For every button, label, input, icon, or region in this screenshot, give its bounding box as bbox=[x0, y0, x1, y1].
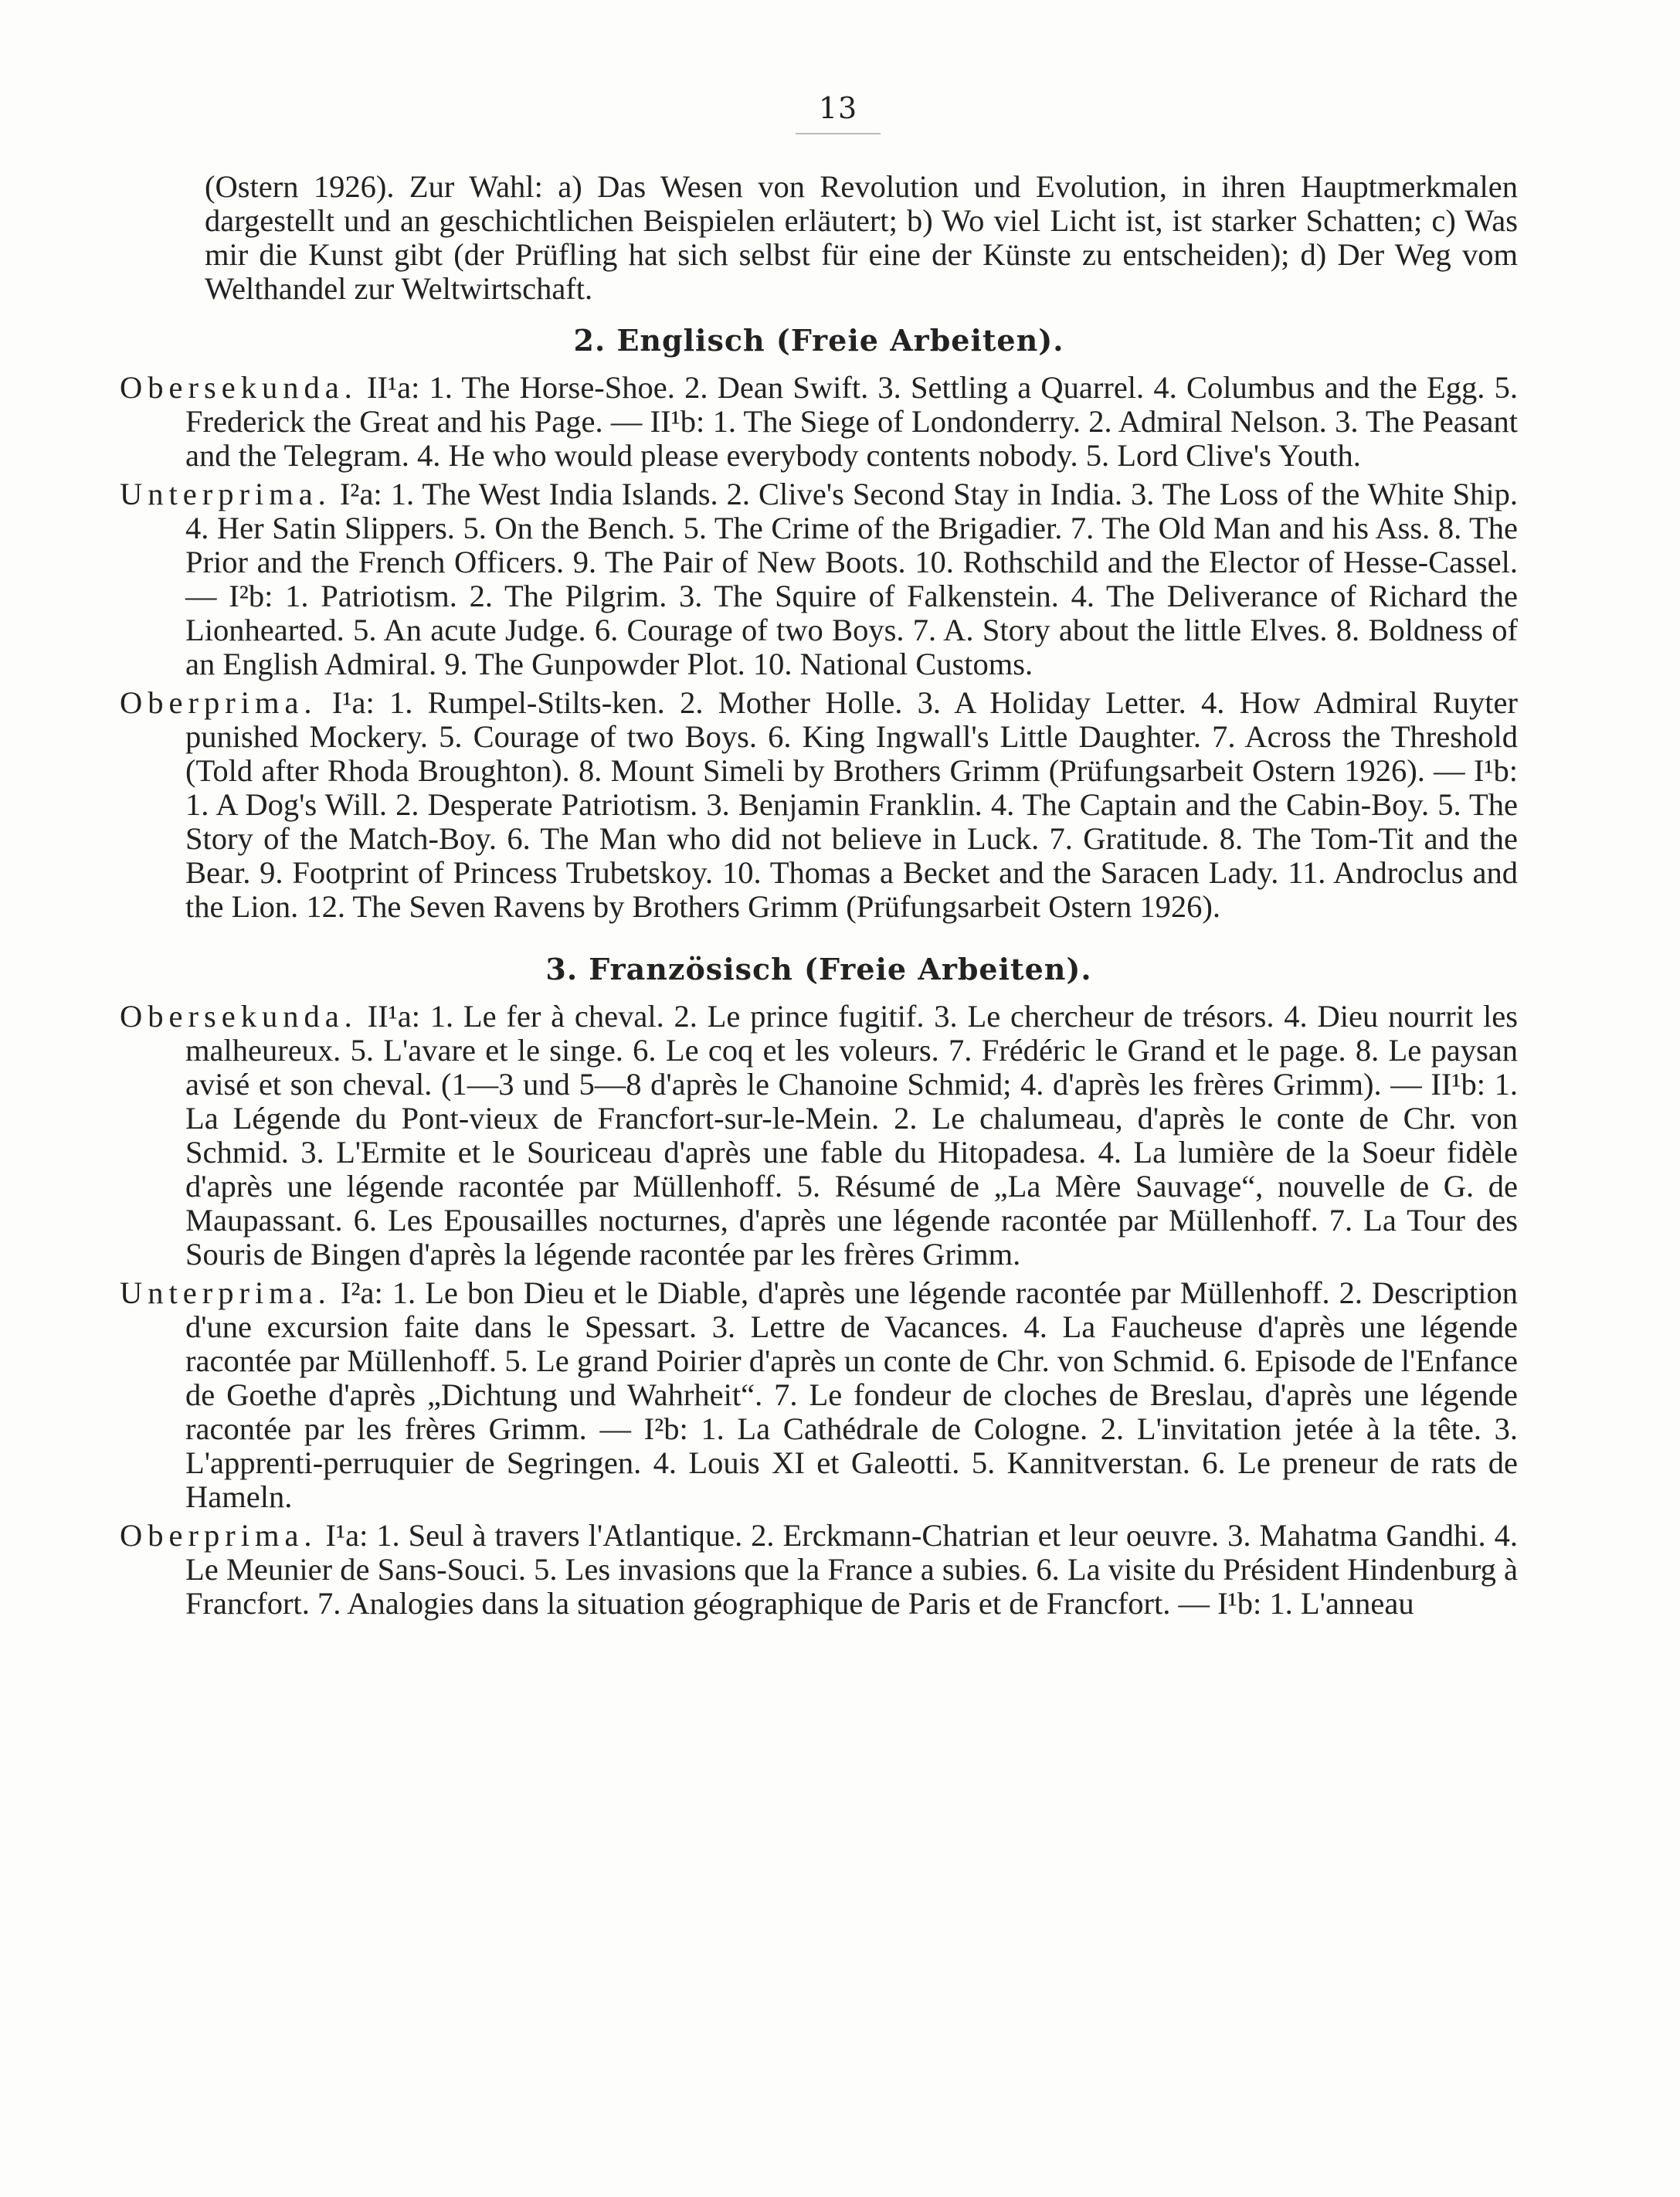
section-heading-french: 3. Französisch (Freie Arbeiten). bbox=[545, 952, 1092, 986]
class-name: Unterprima. bbox=[120, 1275, 331, 1310]
section-english bbox=[120, 321, 1518, 924]
page-number: 13 bbox=[818, 91, 858, 125]
class-name: Obersekunda. bbox=[120, 999, 358, 1034]
class-name: Oberprima. bbox=[120, 1518, 317, 1553]
page-number-rule bbox=[796, 133, 881, 134]
class-text: II¹a: 1. Le fer à cheval. 2. Le prince fugitif. 3. Le chercheur de trésors. 4. Dieu nourrit les malheureux. 5. L'avare et le singe. 6. Le coq et les voleurs. 7. Frédéric le Grand et le page. 8. Le paysan avisé et son cheval. (1—3 und 5—8 d'après le Chanoine Schmid; 4. d'après les frères Grimm). — II¹b: 1. La Légende du Pont-vieux de Francfort-sur-le-Mein. 2. Le chalumeau, d'après le conte de Chr. von Schmid. 3. L'Ermite et le Souriceau d'après une fable du Hitopadesa. 4. La lumière de la Soeur fidèle d'après une légende racontée par Müllenhoff. 5. Résumé de „La Mère Sauvage“, nouvelle de G. de Maupassant. 6. Les Epousailles nocturnes, d'après une légende racontée par Müllenhoff. 7. La Tour des Souris de Bingen d'après la légende racontée par les frères Grimm. bbox=[185, 999, 1518, 1272]
section-french bbox=[120, 950, 1518, 1621]
class-text: I¹a: 1. Rumpel-Stilts-ken. 2. Mother Holle. 3. A Holiday Letter. 4. How Admiral Ruyter punished Mockery. 5. Courage of two Boys. 6. King Ingwall's Little Daughter. 7. Across the Threshold (Told after Rhoda Broughton). 8. Mount Simeli by Brothers Grimm (Prüfungsarbeit Ostern 1926). — I¹b: 1. A Dog's Will. 2. Desperate Patriotism. 3. Benjamin Franklin. 4. The Captain and the Cabin-Boy. 5. The Story of the Match-Boy. 6. The Man who did not believe in Luck. 7. Gratitude. 8. The Tom-Tit and the Bear. 9. Footprint of Princess Trubetskoy. 10. Thomas a Becket and the Saracen Lady. 11. Androclus and the Lion. 12. The Seven Ravens by Brothers Grimm (Prüfungsarbeit Ostern 1926). bbox=[185, 685, 1518, 924]
class-paragraph-oberprima-english bbox=[120, 686, 1518, 924]
class-text: I²a: 1. The West India Islands. 2. Clive's Second Stay in India. 3. The Loss of the White Ship. 4. Her Satin Slippers. 5. On the Bench. 5. The Crime of the Brigadier. 7. The Old Man and his Ass. 8. The Prior and the French Officers. 9. The Pair of New Boots. 10. Rothschild and the Elector of Hesse-Cassel. — I²b: 1. Patriotism. 2. The Pilgrim. 3. The Squire of Falkenstein. 4. The Deliverance of Richard the Lionhearted. 5. An acute Judge. 6. Courage of two Boys. 7. A. Story about the little Elves. 8. Boldness of an English Admiral. 9. The Gunpowder Plot. 10. National Customs. bbox=[185, 477, 1518, 681]
class-name: Oberprima. bbox=[120, 685, 317, 720]
intro-paragraph: (Ostern 1926). Zur Wahl: a) Das Wesen von Revolution und Evolution, in ihren Hauptmerkmalen dargestellt und an geschichtlichen Beispielen erläutert; b) Wo viel Licht ist, ist starker Schatten; c) Was mir die Kunst gibt (der Prüfling hat sich selbst für eine der Künste zu entscheiden); d) Der Weg vom Welthandel zur Weltwirtschaft. bbox=[205, 169, 1518, 306]
section-heading-english: 2. Englisch (Freie Arbeiten). bbox=[573, 323, 1064, 358]
page-content bbox=[120, 170, 1518, 1625]
class-text: II¹a: 1. The Horse-Shoe. 2. Dean Swift. 3. Settling a Quarrel. 4. Columbus and the Egg. 5. Frederick the Great and his Page. — II¹b: 1. The Siege of Londonderry. 2. Admiral Nelson. 3. The Peasant and the Telegram. 4. He who would please everybody contents nobody. 5. Lord Clive's Youth. bbox=[185, 370, 1518, 473]
class-paragraph-obersekunda-french bbox=[120, 1000, 1518, 1272]
class-text: I²a: 1. Le bon Dieu et le Diable, d'après une légende racontée par Müllenhoff. 2. Description d'une excursion faite dans le Spessart. 3. Lettre de Vacances. 4. La Faucheuse d'après une légende racontée par Müllenhoff. 5. Le grand Poirier d'après un conte de Chr. von Schmid. 6. Episode de l'Enfance de Goethe d'après „Dichtung und Wahrheit“. 7. Le fondeur de cloches de Breslau, d'après une légende racontée par les frères Grimm. — I²b: 1. La Cathédrale de Cologne. 2. L'invitation jetée à la tête. 3. L'apprenti-perruquier de Segringen. 4. Louis XI et Galeotti. 5. Kannitverstan. 6. Le preneur de rats de Hameln. bbox=[185, 1275, 1518, 1514]
class-paragraph-unterprima-french bbox=[120, 1276, 1518, 1514]
class-paragraph-unterprima-english bbox=[120, 477, 1518, 681]
class-paragraph-oberprima-french bbox=[120, 1519, 1518, 1621]
class-paragraph-obersekunda-english bbox=[120, 371, 1518, 473]
class-text: I¹a: 1. Seul à travers l'Atlantique. 2. Erckmann-Chatrian et leur oeuvre. 3. Mahatma Gandhi. 4. Le Meunier de Sans-Souci. 5. Les invasions que la France a subies. 6. La visite du Président Hindenburg à Francfort. 7. Analogies dans la situation géographique de Paris et de Francfort. — I¹b: 1. L'anneau bbox=[185, 1518, 1518, 1621]
class-name: Unterprima. bbox=[120, 477, 331, 511]
class-name: Obersekunda. bbox=[120, 370, 358, 405]
